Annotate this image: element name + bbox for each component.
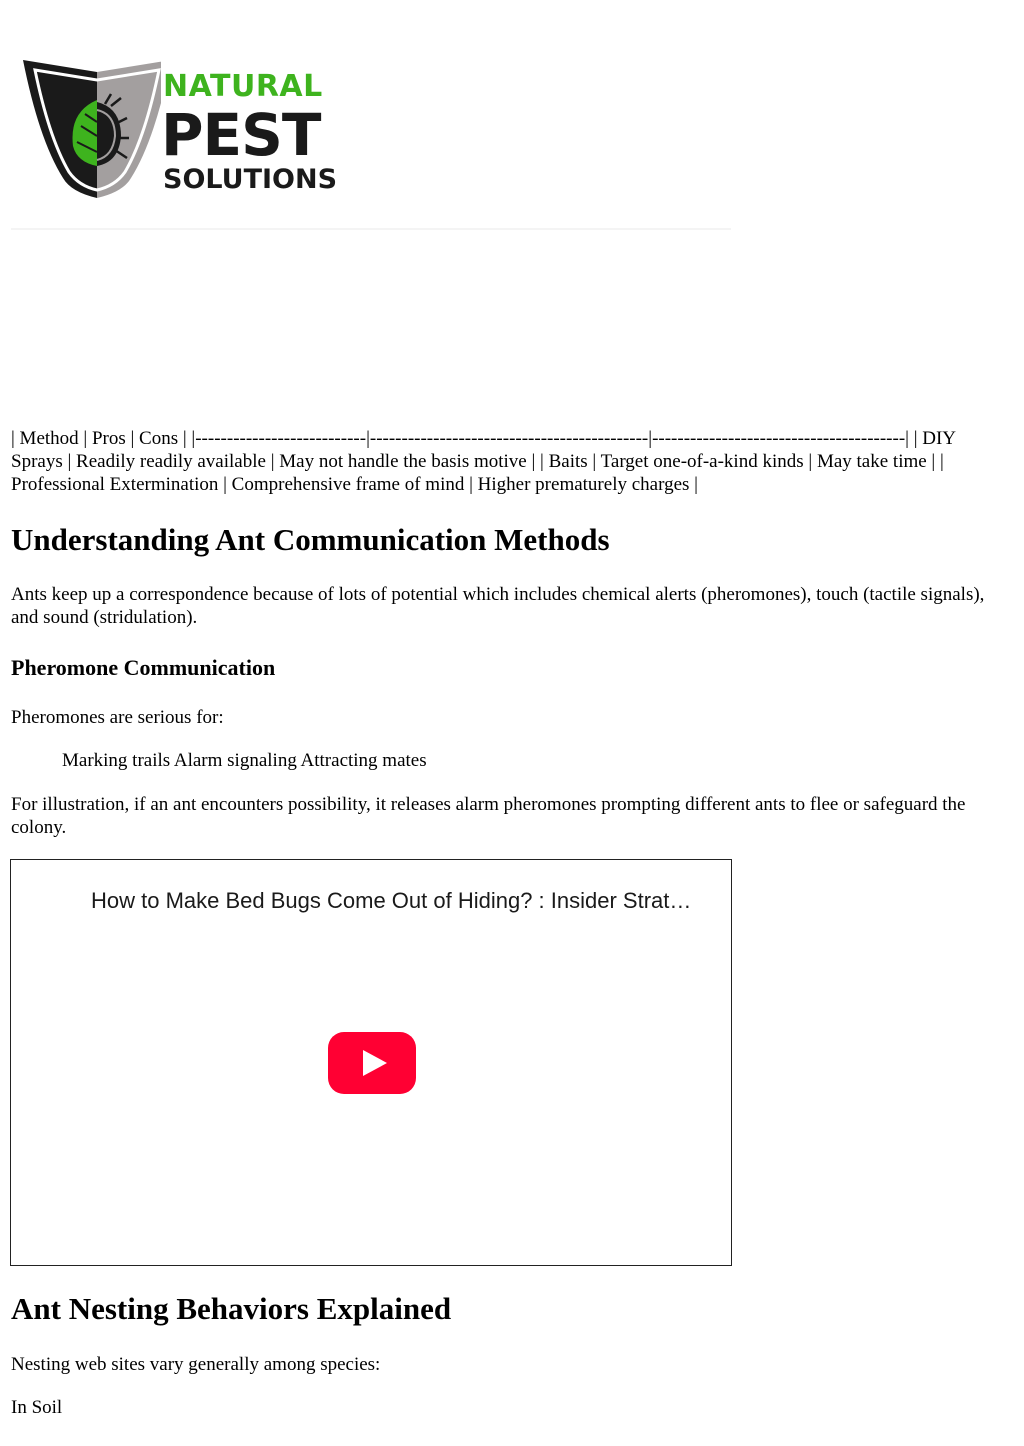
logo-natural-text: NATURAL [163, 69, 323, 104]
nesting-intro: Nesting web sites vary generally among species: [11, 1354, 381, 1375]
divider [11, 228, 731, 230]
communication-intro: Ants keep up a correspondence because of lots of potential which includes chemical alerts (pheromones), touch (tactile signals), and sound (stridulation). [11, 584, 985, 628]
pheromone-heading: Pheromone Communication [11, 655, 276, 680]
pheromone-intro: Pheromones are serious for: [11, 707, 224, 728]
play-button[interactable] [328, 1032, 416, 1094]
nesting-heading: Ant Nesting Behaviors Explained [11, 1291, 452, 1326]
shield-leaf-bug-icon [11, 50, 161, 200]
pheromone-list: Marking trails Alarm signaling Attracting mates [62, 750, 427, 771]
video-embed[interactable] [10, 859, 732, 1266]
logo-pest-text: PEST [161, 101, 321, 169]
video-title[interactable]: How to Make Bed Bugs Come Out of Hiding? : Insider Strat… [91, 888, 692, 913]
youtube-play-icon [328, 1032, 416, 1094]
nesting-item-soil: In Soil [11, 1397, 63, 1418]
communication-heading: Understanding Ant Communication Methods [11, 522, 610, 557]
illustration-paragraph: For illustration, if an ant encounters possibility, it releases alarm pheromones prompting different ants to flee or safeguard the colony. [11, 794, 966, 838]
methods-table-text: | Method | Pros | Cons | |---------------------------|--------------------------------------------|----------------------------------------| | DIY Sprays | Readily readily available | May not handle the basis motive | | Baits | Target one-of-a-kind kinds | May take time | | Professional Extermination | Comprehensive frame of mind | Higher prematurely charges | [11, 428, 956, 495]
site-logo[interactable] [11, 50, 381, 210]
logo-solutions-text: SOLUTIONS [163, 164, 338, 195]
